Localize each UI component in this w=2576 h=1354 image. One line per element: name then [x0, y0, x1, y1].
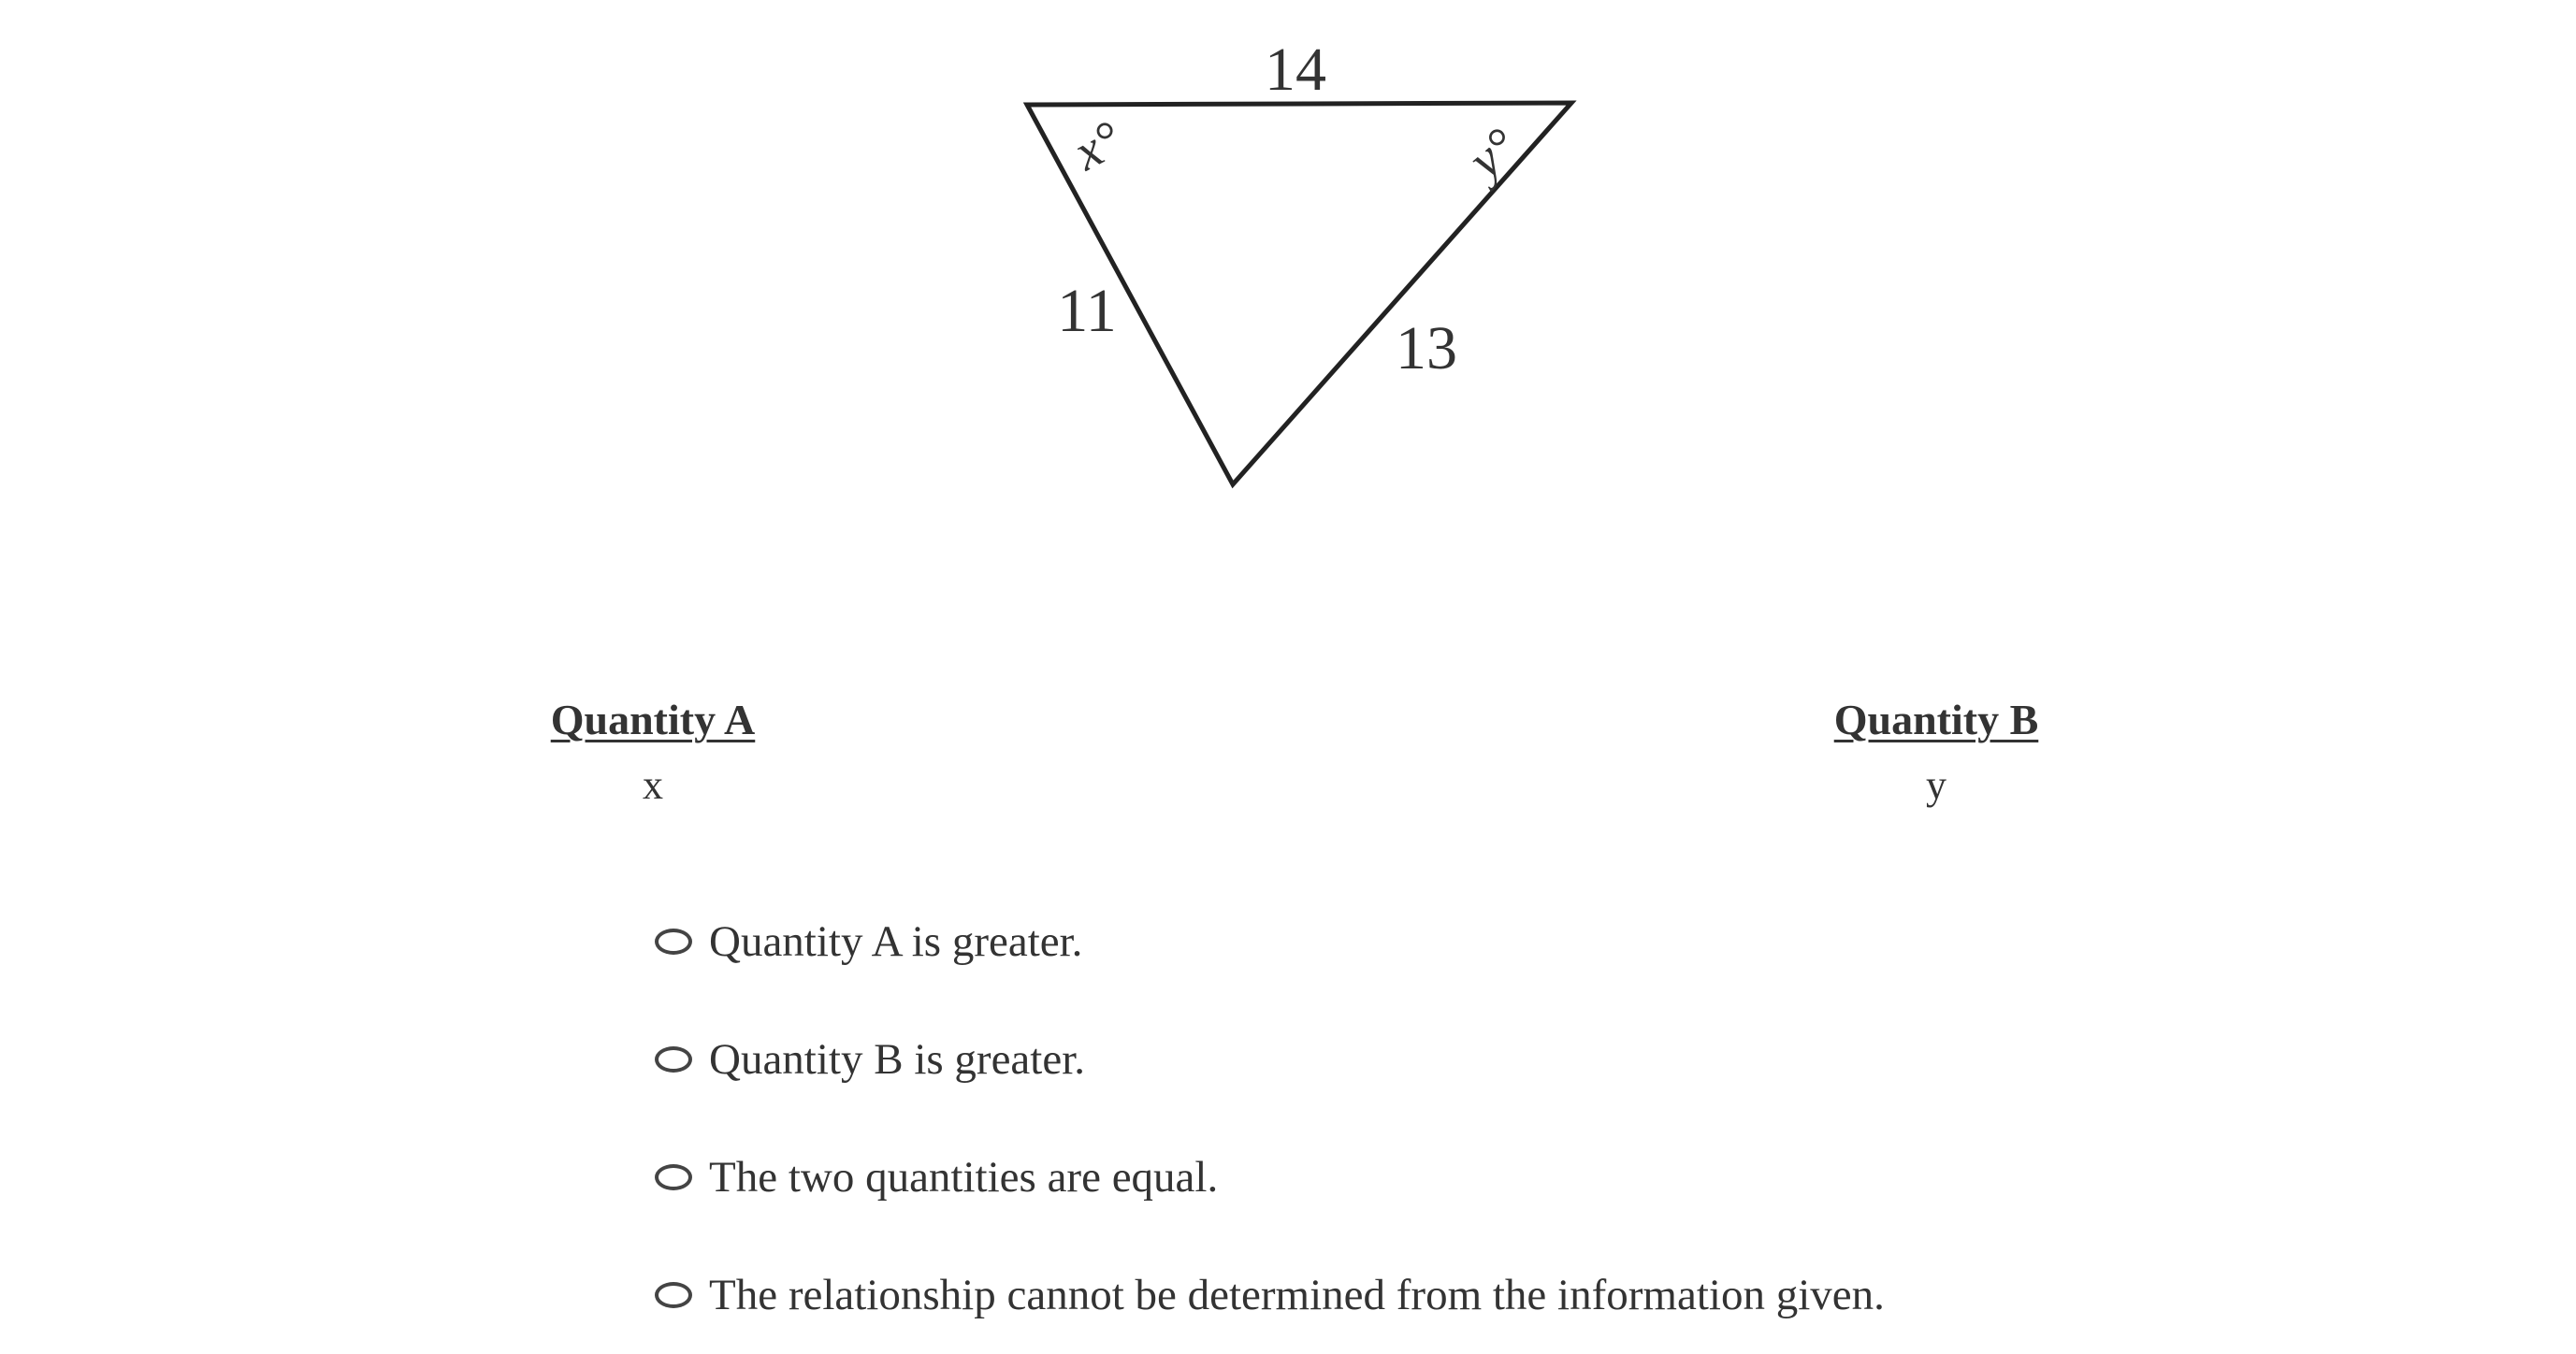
- quantity-b-label: Quantity B: [1833, 696, 2039, 743]
- side-label-right: 13: [1396, 314, 1457, 382]
- quantity-b-value: y: [1926, 762, 1946, 808]
- side-label-top: 14: [1265, 36, 1326, 104]
- radio-button-icon[interactable]: [655, 1282, 692, 1308]
- radio-button-icon[interactable]: [655, 1046, 692, 1073]
- side-label-left: 11: [1057, 277, 1117, 345]
- choice-a-greater[interactable]: [655, 883, 2338, 1001]
- quantity-a-label: Quantity A: [550, 696, 756, 743]
- choice-cannot-determine[interactable]: [655, 1236, 2338, 1354]
- answer-choices: [655, 883, 2338, 1354]
- choice-label: Quantity A is greater.: [709, 917, 1083, 966]
- triangle-figure: [0, 0, 2576, 580]
- quantity-a-value: x: [643, 762, 663, 808]
- quantity-b: [1829, 690, 2044, 815]
- radio-button-icon[interactable]: [655, 929, 692, 955]
- choice-label: The relationship cannot be determined from the information given.: [709, 1271, 1885, 1319]
- radio-button-icon[interactable]: [655, 1164, 692, 1190]
- choice-label: Quantity B is greater.: [709, 1035, 1086, 1084]
- choice-b-greater[interactable]: [655, 1001, 2338, 1118]
- quantity-a: [545, 690, 760, 815]
- angle-label-x: x°: [1064, 109, 1131, 182]
- choice-equal[interactable]: [655, 1118, 2338, 1236]
- angle-label-y: y°: [1457, 117, 1529, 191]
- choice-label: The two quantities are equal.: [709, 1153, 1219, 1202]
